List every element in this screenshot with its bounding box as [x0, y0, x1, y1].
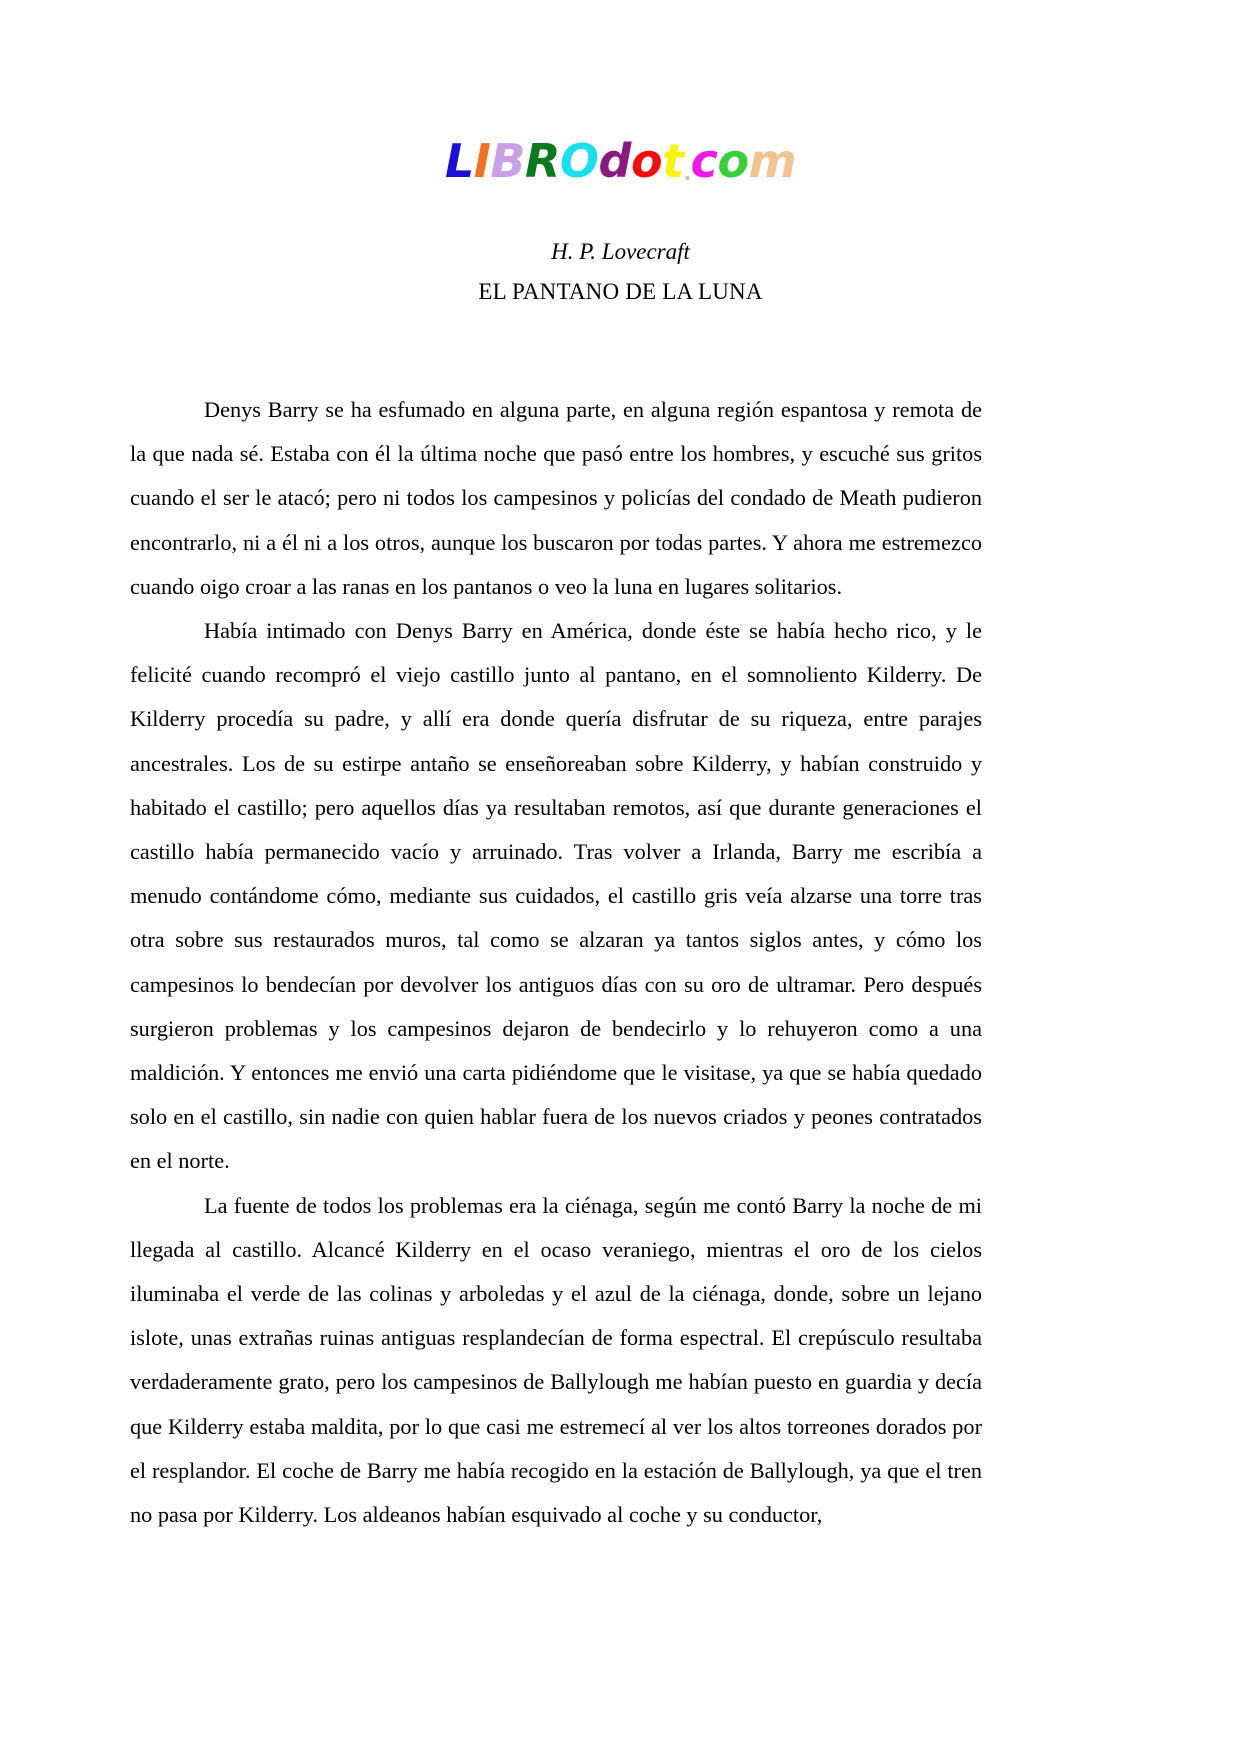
logo-letter-1: I — [473, 134, 491, 188]
logo-letter-4: O — [559, 134, 599, 188]
logo-letter-10: o — [717, 134, 749, 188]
paragraph: La fuente de todos los problemas era la ciénaga, según me contó Barry la noche de mi llegada al castillo. Alcancé Kilderry en el ocaso veraniego, mientras el oro de los cielos iluminaba el verde de las colinas y arboledas y el azul de la ciénaga, donde, sobre un lejano islote, unas extrañas ruinas antiguas resplandecían de forma espectral. El crepúsculo resultaba verdaderamente grato, pero los campesinos de Ballylough me habían puesto en guardia y decía que Kilderry estaba maldita, por lo que casi me estremecí al ver los altos torreones dorados por el resplandor. El coche de Barry me había recogido en la estación de Ballylough, ya que el tren no pasa por Kilderry. Los aldeanos habían esquivado al coche y su conductor, — [130, 1192, 982, 1528]
logo-letter-2: B — [490, 134, 525, 188]
logo-letter-9: c — [690, 134, 718, 188]
site-logo-container — [0, 134, 1241, 188]
logo-letter-11: m — [748, 134, 796, 188]
author-byline: H. P. Lovecraft — [551, 239, 690, 264]
logo-letter-6: o — [630, 134, 663, 188]
page-title: EL PANTANO DE LA LUNA — [478, 279, 763, 304]
logo-letter-7: t — [662, 134, 684, 188]
logo-letter-5: d — [598, 134, 631, 188]
paragraph: Denys Barry se ha esfumado en alguna parte, en alguna región espantosa y remota de la que nada sé. Estaba con él la última noche que pasó entre los hombres, y escuché sus gritos cuando el ser le atacó; pero ni todos los campesinos y policías del condado de Meath pudieron encontrarlo, ni a él ni a los otros, aunque los buscaron por todas partes. Y ahora me estremezco cuando oigo croar a las ranas en los pantanos o veo la luna en lugares solitarios. — [130, 397, 982, 599]
logo-letter-3: R — [524, 134, 560, 188]
body-text-container — [130, 388, 982, 1537]
paragraph: Había intimado con Denys Barry en América, donde éste se había hecho rico, y le felicité cuando recompró el viejo castillo junto al pantano, en el somnoliento Kilderry. De Kilderry procedía su padre, y allí era donde quería disfrutar de su riqueza, entre parajes ancestrales. Los de su estirpe antaño se enseñoreaban sobre Kilderry, y habían construido y habitado el castillo; pero aquellos días ya resultaban remotos, así que durante generaciones el castillo había permanecido vacío y arruinado. Tras volver a Irlanda, Barry me escribía a menudo contándome cómo, mediante sus cuidados, el castillo gris veía alzarse una torre tras otra sobre sus restaurados muros, tal como se alzaran ya tantos siglos antes, y cómo los campesinos lo bendecían por devolver los antiguos días con su oro de ultramar. Pero después surgieron problemas y los campesinos dejaron de bendecirlo y lo rehuyeron como a una maldición. Y entonces me envió una carta pidiéndome que le visitase, ya que se había quedado solo en el castillo, sin nadie con quien hablar fuera de los nuevos criados y peones contratados en el norte. — [130, 618, 982, 1174]
logo-letter-8: . — [683, 161, 691, 185]
librodot-logo — [444, 134, 796, 188]
logo-letter-0: L — [444, 134, 474, 188]
